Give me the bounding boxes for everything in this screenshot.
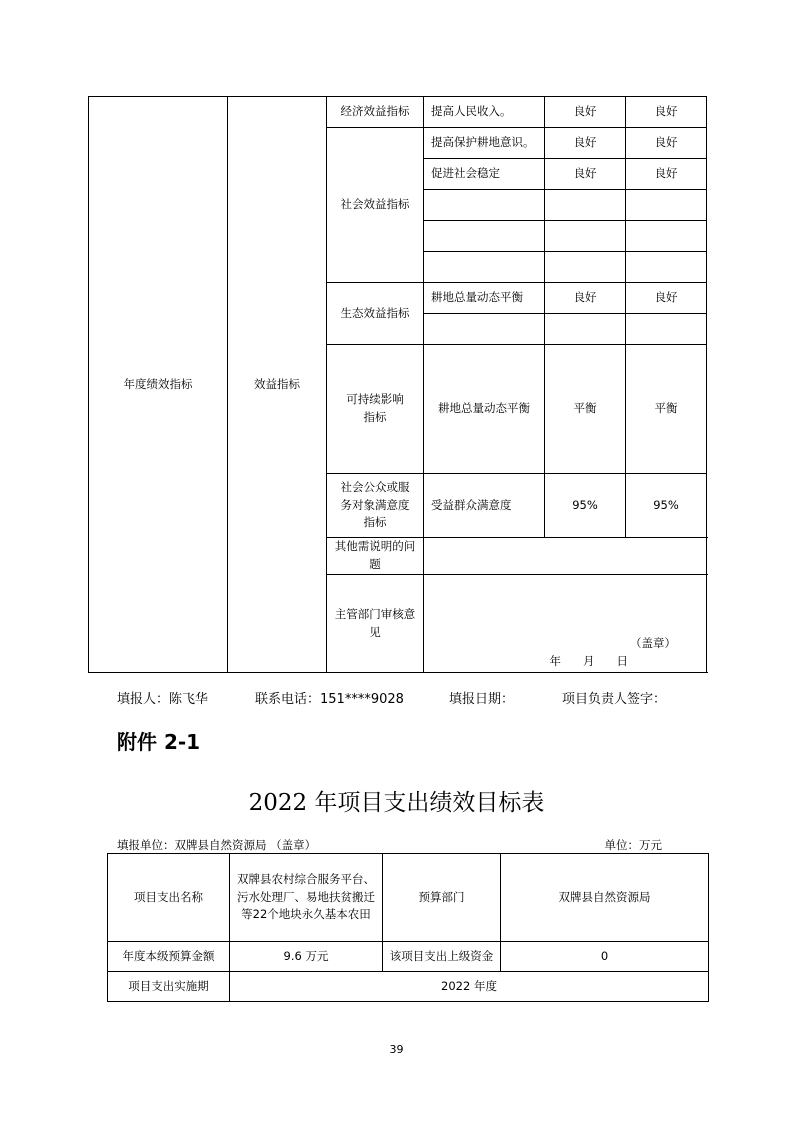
review-date <box>528 653 629 671</box>
page-title: 2022 年项目支出绩效目标表 <box>248 790 545 816</box>
indicator-cell <box>424 252 545 283</box>
contact-phone: 联系电话：151****9028 <box>255 692 404 707</box>
indicator-cell <box>424 314 545 345</box>
period-label: 项目支出实施期 <box>108 972 230 1002</box>
target-cell: 良好 <box>545 97 626 128</box>
review-label: 主管部门审核意见 <box>327 575 424 673</box>
fill-date: 填报日期： <box>449 692 515 707</box>
filler: 填报人：陈飞华 <box>117 692 209 707</box>
target-cell: 良好 <box>545 283 626 314</box>
project-expenditure-table <box>107 853 709 1002</box>
actual-cell <box>626 221 707 252</box>
annual-budget-label: 年度本级预算金额 <box>108 942 230 972</box>
superior-funds-label: 该项目支出上级资金 <box>383 942 501 972</box>
target-cell <box>545 314 626 345</box>
target-cell <box>545 221 626 252</box>
sustainable-impact-cell <box>327 345 424 474</box>
actual-cell: 良好 <box>626 283 707 314</box>
indicator-cell: 受益群众满意度 <box>424 474 545 538</box>
performance-indicator-table <box>88 96 707 673</box>
actual-cell <box>626 314 707 345</box>
indicator-cell: 耕地总量动态平衡 <box>424 345 545 474</box>
actual-cell: 良好 <box>626 159 707 190</box>
indicator-cell <box>424 190 545 221</box>
other-issues-value <box>424 538 707 575</box>
target-cell <box>545 252 626 283</box>
indicator-cell: 提高人民收入。 <box>424 97 545 128</box>
satisfaction-cell <box>327 474 424 538</box>
satisfaction-label: 社会公众或服务对象满意度指标 <box>340 479 410 530</box>
date-year: 年 <box>549 654 561 668</box>
review-value <box>424 575 707 673</box>
economic-benefit-cell: 经济效益指标 <box>327 97 424 128</box>
unit-line <box>117 837 662 853</box>
target-cell: 良好 <box>545 128 626 159</box>
social-benefit-cell: 社会效益指标 <box>327 128 424 283</box>
actual-cell <box>626 190 707 221</box>
indicator-cell <box>424 221 545 252</box>
filling-unit: 填报单位：双牌县自然资源局 （盖章） <box>117 838 317 852</box>
indicator-cell: 促进社会稳定 <box>424 159 545 190</box>
superior-funds-value: 0 <box>501 942 709 972</box>
budget-dept-label: 预算部门 <box>383 854 501 942</box>
budget-dept-value: 双牌县自然资源局 <box>501 854 709 942</box>
attachment-label: 附件 2-1 <box>117 730 201 754</box>
period-value: 2022 年度 <box>230 972 709 1002</box>
currency-unit: 单位：万元 <box>604 838 662 852</box>
target-cell: 良好 <box>545 159 626 190</box>
other-issues-label: 其他需说明的问题 <box>327 538 424 575</box>
actual-cell: 95% <box>626 474 707 538</box>
project-name-label: 项目支出名称 <box>108 854 230 942</box>
sustainable-impact-label: 可持续影响指标 <box>346 392 404 424</box>
target-cell: 平衡 <box>545 345 626 474</box>
actual-cell: 良好 <box>626 97 707 128</box>
annual-budget-value: 9.6 万元 <box>230 942 383 972</box>
date-day: 日 <box>616 654 628 668</box>
actual-cell <box>626 252 707 283</box>
project-name-text: 双牌县农村综合服务平台、污水处理厂、易地扶贫搬迁等22个地块永久基本农田 <box>237 871 375 922</box>
actual-cell: 平衡 <box>626 345 707 474</box>
seal-text: （盖章） <box>630 636 676 650</box>
target-cell: 95% <box>545 474 626 538</box>
page-number: 39 <box>389 1043 404 1056</box>
indicator-cell: 耕地总量动态平衡 <box>424 283 545 314</box>
actual-cell: 良好 <box>626 128 707 159</box>
annual-indicator-cell: 年度绩效指标 <box>89 97 228 673</box>
ecological-benefit-cell: 生态效益指标 <box>327 283 424 345</box>
leader-signature: 项目负责人签字： <box>562 692 667 707</box>
target-cell <box>545 190 626 221</box>
benefit-indicator-cell: 效益指标 <box>228 97 327 673</box>
project-name-value <box>230 854 383 942</box>
indicator-cell: 提高保护耕地意识。 <box>424 128 545 159</box>
date-month: 月 <box>583 654 595 668</box>
